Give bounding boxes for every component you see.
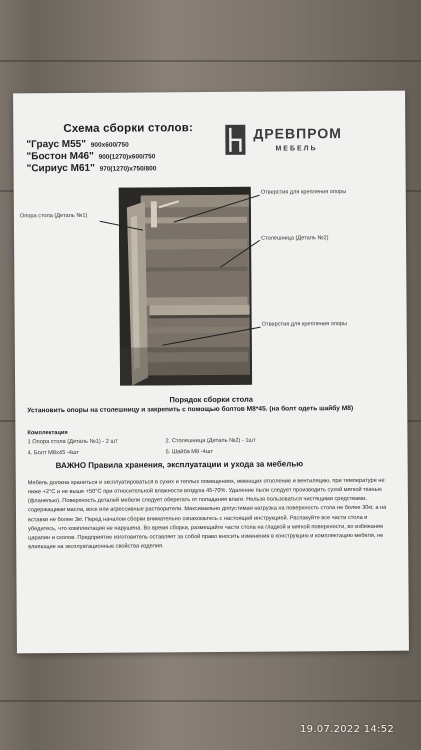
label-holes-top: Отверстия для крепления опоры [260,189,347,196]
model-dims: 900(1270)х600/750 [98,153,156,161]
label-tabletop: Столешница (Деталь №2) [261,235,329,242]
model-name: "Бостон М46" [26,150,94,163]
assembly-title: Порядок сборки стола [169,394,253,405]
instruction-sheet [13,91,409,654]
kit-item: 1 Опора стола (Деталь №1) - 2 шт [27,438,118,446]
brand-subtitle: МЕБЕЛЬ [275,145,318,153]
sheet-title: Схема сборки столов: [63,122,194,136]
model-name: "Граус М55" [26,138,86,151]
floor-plank-line [0,60,421,62]
label-holes-bottom: Отверстия для крепления опоры [261,321,348,328]
brand-chair-icon [224,124,246,156]
kit-item: 2. Столешница (Деталь №2) - 1шт [165,437,256,445]
model-line-sirius [27,162,157,174]
rules-paragraph: Мебель должна храниться и эксплуатироваться в сухих и теплых помещениях, имеющих отопление и вентиляцию, при температуре не ниже +2°С и не выше +50°С при относительной влажности воздуха 45-70%. Удаление пыли следует производить сухой мягкой тканью (фланелью). Поверхность деталей мебели следует оберегать от попадания влаги. Нельзя пользоваться чистящими средствами, содержащими масла, воск или агрессивные растворители. Максимально допустимая нагрузка на поверхность стола не более 30кг, а на вставки не более 3кг. Перед началом сборки внимательно ознакомьтесь с настоящей инструкцией. Распакуйте все части стола и убедитесь, что комплектация не нарушена. Во время сборки, размещайте части стола на гладкой и мягкой поверхности, во избежание царапин и сколов. Предприятие изготовитель оставляет за собой право вносить изменения в конструкцию и комплектацию мебели, не влияющие на эксплуатационные свойства изделия. [27,477,387,551]
model-line-graus [26,139,128,151]
rules-text [28,477,397,553]
kit-item: 4. Болт М8х45 -4шт [27,449,80,457]
model-dims: 900х600/750 [90,141,129,149]
assembly-instruction: Установить опоры на столешницу и закрепить с помощью болтов М8*45. (на болт одеть шайбу М8) [27,405,354,415]
important-title: ВАЖНО Правила хранения, эксплуатации и ухода за мебелью [55,459,304,471]
floor-plank-line [0,700,421,702]
label-table-leg: Опора стола (Деталь №1) [19,212,88,220]
photo-timestamp: 19.07.2022 14:52 [300,724,395,735]
brand-name: ДРЕВПРОМ [253,125,342,142]
model-name: "Сириус М61" [26,162,95,175]
model-line-boston [26,150,155,162]
model-dims: 970(1270)х750/800 [99,165,157,173]
table-underside-image [119,187,252,386]
kit-title: Комплектация [27,430,68,437]
kit-item: 5. Шайба М8 -4шт [165,448,214,456]
assembly-photo [119,187,252,386]
